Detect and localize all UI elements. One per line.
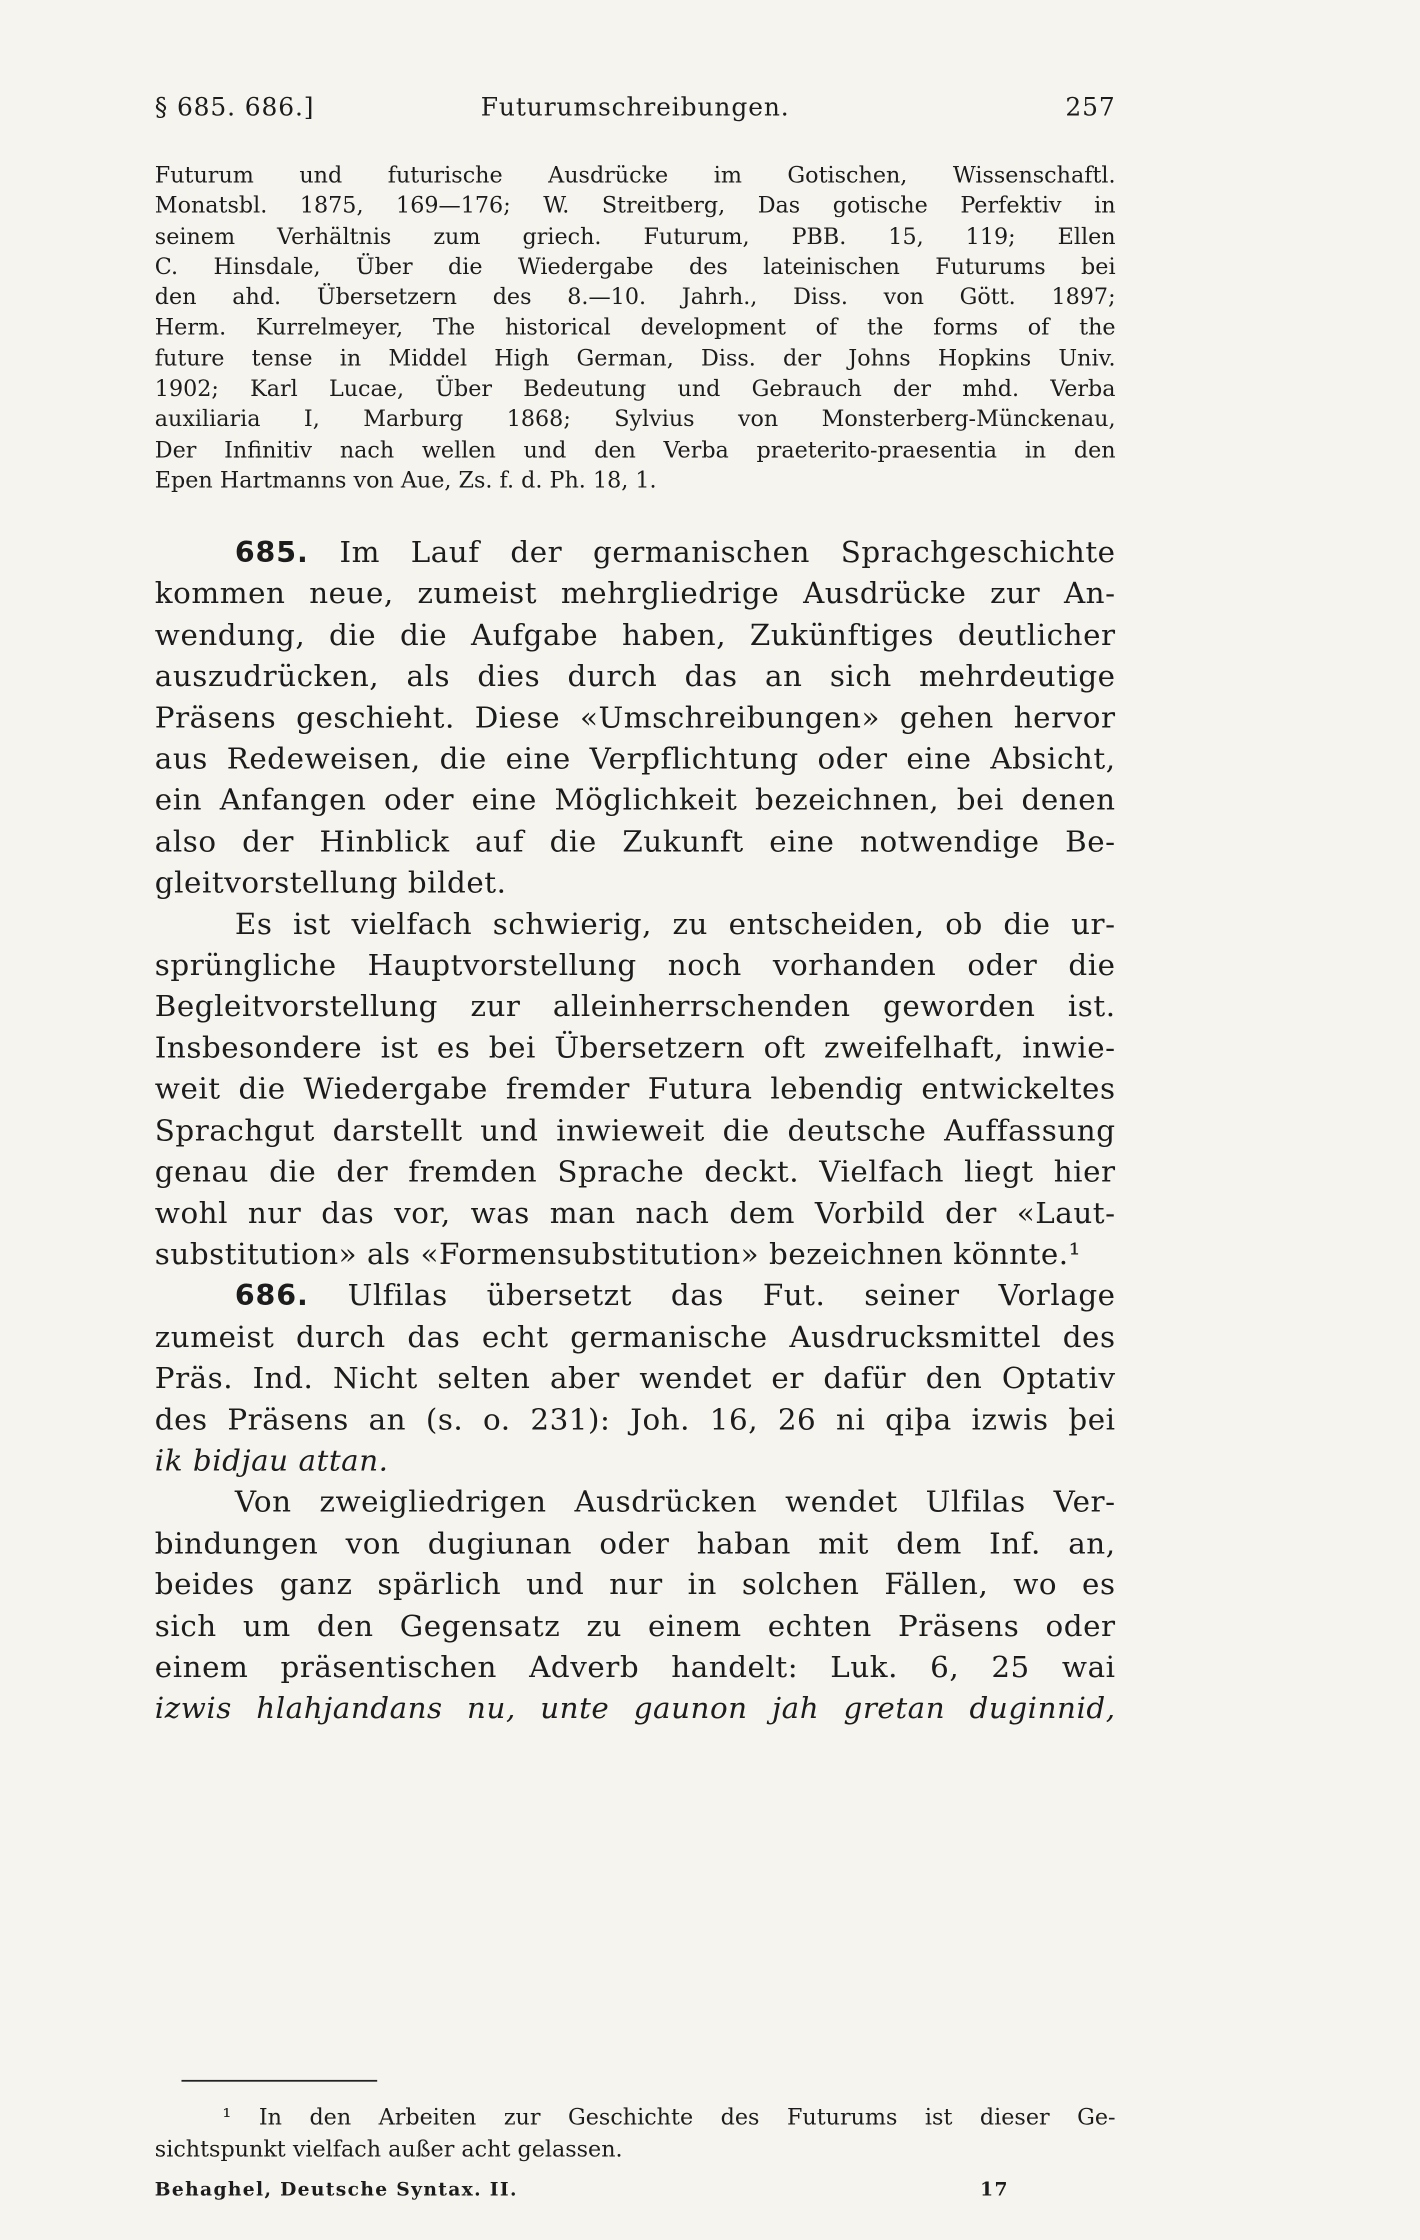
footnote	[155, 2101, 1116, 2165]
bibliography-line: 1902; Karl Lucae, Über Bedeutung und Gebrauch der mhd. Verba	[154, 375, 1116, 402]
paragraph-line: wohl nur das vor, was man nach dem Vorbild der «Laut-	[154, 1195, 1116, 1230]
running-header	[155, 93, 1116, 129]
bibliography-line: Herm. Kurrelmeyer, The historical development of the forms of the	[154, 314, 1116, 341]
bibliography-line: C. Hinsdale, Über die Wiedergabe des lateinischen Futurums bei	[154, 253, 1116, 280]
bibliography-line: Futurum und futurische Ausdrücke im Gotischen, Wissenschaftl.	[154, 161, 1116, 188]
paragraph-line: sprüngliche Hauptvorstellung noch vorhanden oder die	[154, 947, 1116, 983]
paragraph-line: gleitvorstellung bildet.	[154, 864, 507, 900]
paragraph-line: Ulfilas übersetzt das Fut. seiner Vorlage	[347, 1277, 1116, 1313]
section-685-first-line	[155, 532, 1116, 573]
section-reference: § 685. 686.]	[154, 92, 315, 122]
paragraph-line: Begleitvorstellung zur alleinherrschenden geworden ist.	[154, 988, 1116, 1024]
paragraph-line: Präs. Ind. Nicht selten aber wendet er dafür den Optativ	[154, 1360, 1116, 1396]
section-686-first-line	[155, 1275, 1116, 1316]
sheet-number: 17	[980, 2177, 1009, 2200]
paragraph-line: zumeist durch das echt germanische Ausdrucksmittel des	[154, 1319, 1116, 1354]
paragraph-line: Von zweigliedrigen Ausdrücken wendet Ulfilas Ver-	[234, 1484, 1116, 1519]
paragraph-line: kommen neue, zumeist mehrgliedrige Ausdrücke zur An-	[154, 575, 1116, 611]
paragraph-line: sich um den Gegensatz zu einem echten Präsens oder	[154, 1608, 1116, 1643]
paragraph-line: des Präsens an (s. o. 231): Joh. 16, 26 ni qiþa izwis þei	[154, 1401, 1116, 1437]
paragraph-line: einem präsentischen Adverb handelt: Luk. 6, 25 wai	[154, 1649, 1116, 1684]
page-number: 257	[1065, 92, 1116, 122]
paragraph-line: substitution» als «Formensubstitution» bezeichnen könnte.¹	[154, 1236, 1081, 1272]
paragraph-line: izwis hlahjandans nu, unte gaunon jah gretan duginnid,	[154, 1690, 1116, 1726]
bibliography-line: Epen Hartmanns von Aue, Zs. f. d. Ph. 18, 1.	[154, 467, 657, 493]
paragraph-line: bindungen von dugiunan oder haban mit dem Inf. an,	[154, 1525, 1116, 1561]
paragraph-line: aus Redeweisen, die eine Verpflichtung oder eine Absicht,	[154, 741, 1116, 776]
bibliography-line: future tense in Middel High German, Diss. der Johns Hopkins Univ.	[154, 344, 1116, 371]
paragraph-line: weit die Wiedergabe fremder Futura lebendig entwickeltes	[154, 1071, 1116, 1107]
paragraph-line: also der Hinblick auf die Zukunft eine notwendige Be-	[154, 823, 1116, 859]
bibliography-line: Der Infinitiv nach wellen und den Verba praeterito-praesentia in den	[154, 436, 1116, 463]
running-title: Futurumschreibungen.	[480, 92, 790, 122]
paragraph-line: auszudrücken, als dies durch das an sich mehrdeutige	[154, 658, 1116, 694]
bibliography-block	[155, 160, 1116, 496]
main-text	[155, 532, 1116, 1729]
sheet-signature	[155, 2178, 1116, 2200]
paragraph-line: Es ist vielfach schwierig, zu entscheiden, ob die ur-	[234, 906, 1116, 941]
footnote-line: sichtspunkt vielfach außer acht gelassen.	[154, 2135, 623, 2162]
paragraph-line: Präsens geschieht. Diese «Umschreibungen» gehen hervor	[154, 699, 1116, 735]
paragraph-line: beides ganz spärlich und nur in solchen Fällen, wo es	[154, 1566, 1116, 1602]
bibliography-line: seinem Verhältnis zum griech. Futurum, PBB. 15, 119; Ellen	[154, 222, 1116, 249]
paragraph-line: ik bidjau attan.	[154, 1442, 389, 1478]
section-number-685: 685.	[234, 535, 309, 570]
paragraph-line: Insbesondere ist es bei Übersetzern oft zweifelhaft, inwie-	[154, 1030, 1116, 1065]
footnote-rule	[181, 2080, 377, 2082]
footnote-line: ¹ In den Arbeiten zur Geschichte des Futurums ist dieser Ge-	[222, 2103, 1116, 2130]
bibliography-line: Monatsbl. 1875, 169—176; W. Streitberg, Das gotische Perfektiv in	[154, 192, 1116, 219]
paragraph-line: genau die der fremden Sprache deckt. Vielfach liegt hier	[154, 1153, 1116, 1189]
bibliography-line: den ahd. Übersetzern des 8.—10. Jahrh., Diss. von Gött. 1897;	[154, 283, 1116, 310]
paragraph-line: wendung, die die Aufgabe haben, Zukünftiges deutlicher	[154, 617, 1116, 652]
section-number-686: 686.	[234, 1278, 309, 1313]
signature-title: Behaghel, Deutsche Syntax. II.	[154, 2177, 518, 2200]
paragraph-line: ein Anfangen oder eine Möglichkeit bezeichnen, bei denen	[154, 782, 1116, 818]
bibliography-line: auxiliaria I, Marburg 1868; Sylvius von Monsterberg-Münckenau,	[154, 405, 1116, 432]
paragraph-line: Sprachgut darstellt und inwieweit die deutsche Auffassung	[154, 1112, 1116, 1148]
paragraph-line: Im Lauf der germanischen Sprachgeschichte	[339, 534, 1116, 570]
